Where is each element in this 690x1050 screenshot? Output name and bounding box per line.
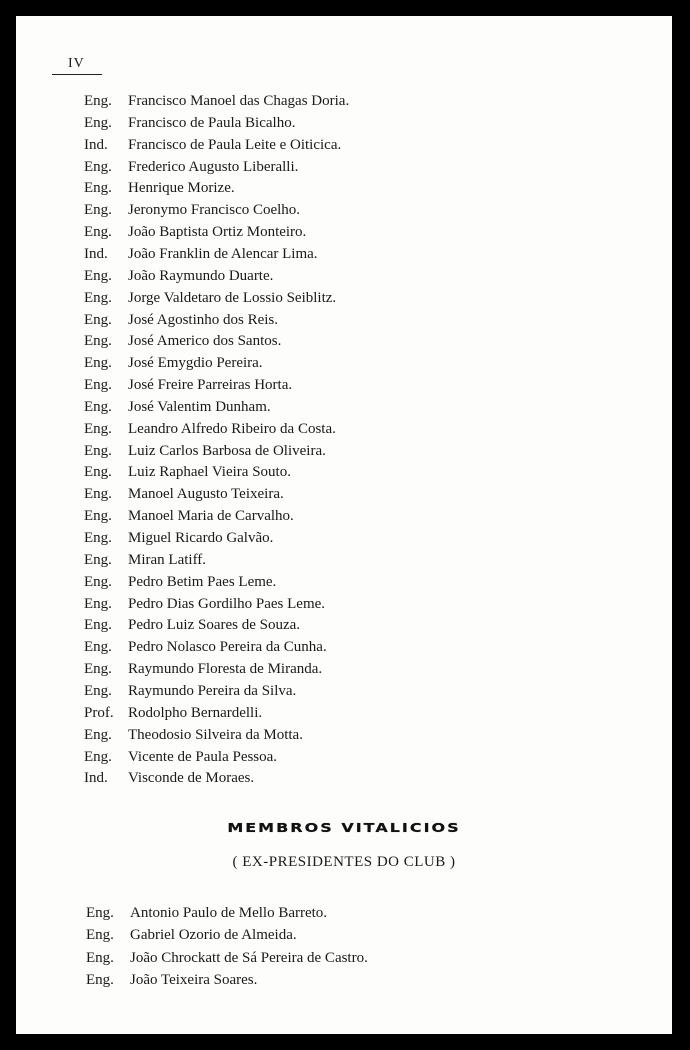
member-title: Ind. (84, 770, 108, 787)
list-item (86, 924, 297, 946)
list-item (84, 90, 349, 112)
member-name: Rodolpho Bernardelli. (128, 704, 263, 721)
list-item (84, 287, 336, 309)
member-name: Manoel Augusto Teixeira. (128, 486, 284, 503)
member-name: João Chrockatt de Sá Pereira de Castro. (130, 949, 368, 966)
list-item (84, 265, 273, 287)
member-name: Visconde de Moraes. (128, 770, 255, 787)
member-title: Eng. (84, 224, 112, 241)
member-name: Gabriel Ozorio de Almeida. (130, 927, 297, 944)
list-item (84, 724, 303, 746)
list-item (84, 483, 284, 505)
member-title: Eng. (84, 202, 112, 219)
member-title: Eng. (84, 551, 112, 568)
member-name: José Agostinho dos Reis. (128, 311, 279, 328)
member-name: José Valentim Dunham. (128, 398, 271, 415)
member-title: Eng. (84, 180, 112, 197)
member-title: Eng. (84, 114, 112, 131)
page-number: IV (68, 56, 85, 71)
list-item (84, 767, 254, 789)
list-item (84, 374, 292, 396)
list-item (84, 593, 325, 615)
member-title: Eng. (84, 420, 112, 437)
member-title: Eng. (84, 398, 112, 415)
member-title: Eng. (84, 311, 112, 328)
list-item (84, 156, 298, 178)
member-title: Eng. (86, 905, 114, 921)
member-name: Pedro Luiz Soares de Souza. (128, 617, 301, 634)
member-title: Eng. (84, 333, 112, 350)
list-item (86, 969, 257, 991)
member-title: Eng. (84, 93, 112, 109)
member-name: João Baptista Ortiz Monteiro. (128, 224, 307, 241)
member-title: Eng. (84, 726, 112, 743)
member-title: Eng. (86, 949, 114, 966)
member-title: Eng. (86, 927, 114, 944)
list-item (86, 902, 327, 924)
member-title: Eng. (84, 682, 112, 699)
list-item (84, 461, 291, 483)
list-item (84, 352, 263, 374)
member-name: Antonio Paulo de Mello Barreto. (130, 905, 328, 921)
member-name: Jeronymo Francisco Coelho. (128, 202, 301, 219)
member-title: Eng. (84, 267, 112, 284)
list-item (84, 549, 206, 571)
member-name: Raymundo Floresta de Miranda. (128, 661, 323, 678)
member-name: Vicente de Paula Pessoa. (128, 748, 278, 765)
list-item (86, 947, 368, 969)
list-item (84, 680, 296, 702)
list-item (84, 309, 278, 331)
list-item (84, 440, 326, 462)
member-title: Ind. (84, 245, 108, 262)
list-item (84, 702, 262, 724)
member-title: Eng. (84, 355, 112, 372)
member-title: Eng. (84, 639, 112, 656)
list-item (84, 614, 300, 636)
member-title: Eng. (84, 158, 112, 175)
member-title: Eng. (84, 464, 112, 481)
member-name: Raymundo Pereira da Silva. (128, 682, 297, 699)
member-name: Miguel Ricardo Galvão. (128, 530, 274, 546)
section-heading: MEMBROS VITALICIOS (227, 819, 461, 836)
member-name: Pedro Nolasco Pereira da Cunha. (128, 639, 327, 656)
member-name: Jorge Valdetaro de Lossio Seiblitz. (128, 289, 337, 306)
member-name: Henrique Morize. (128, 180, 235, 197)
list-item (84, 636, 327, 658)
list-item (84, 243, 318, 265)
member-name: Frederico Augusto Liberalli. (128, 158, 299, 175)
list-item (84, 746, 277, 768)
member-name: José Freire Parreiras Horta. (128, 377, 293, 394)
document-page (16, 16, 672, 1034)
member-name: João Raymundo Duarte. (128, 267, 274, 284)
member-name: Manoel Maria de Carvalho. (128, 508, 294, 525)
member-title: Ind. (84, 136, 108, 153)
member-name: Leandro Alfredo Ribeiro da Costa. (128, 420, 336, 437)
list-item (84, 505, 294, 527)
list-item (84, 134, 341, 156)
member-name: João Teixeira Soares. (130, 971, 258, 988)
member-name: Francisco de Paula Bicalho. (128, 114, 296, 131)
member-name: Miran Latiff. (128, 551, 207, 568)
member-title: Eng. (84, 442, 112, 459)
member-title: Eng. (84, 748, 112, 765)
member-title: Eng. (84, 486, 112, 503)
member-name: Luiz Raphael Vieira Souto. (128, 464, 291, 481)
list-item (84, 330, 281, 352)
member-name: Pedro Dias Gordilho Paes Leme. (128, 595, 326, 612)
member-name: José Americo dos Santos. (128, 333, 282, 350)
member-title: Eng. (84, 595, 112, 612)
list-item (84, 396, 271, 418)
list-item (84, 221, 306, 243)
list-item (84, 571, 276, 593)
list-item (84, 527, 273, 549)
member-title: Eng. (84, 573, 112, 590)
member-title: Eng. (84, 377, 112, 394)
member-title: Eng. (84, 617, 112, 634)
member-title: Eng. (84, 289, 112, 306)
list-item (84, 177, 235, 199)
list-item (84, 418, 336, 440)
page-number-rule (52, 74, 102, 75)
list-item (84, 658, 322, 680)
member-title: Eng. (84, 661, 112, 678)
member-name: Pedro Betim Paes Leme. (128, 573, 277, 590)
member-name: Francisco de Paula Leite e Oiticica. (128, 136, 342, 153)
member-title: Eng. (84, 530, 112, 546)
member-name: José Emygdio Pereira. (128, 355, 263, 372)
member-title: Eng. (86, 971, 114, 988)
member-title: Eng. (84, 508, 112, 525)
list-item (84, 112, 295, 134)
list-item (84, 199, 300, 221)
member-name: João Franklin de Alencar Lima. (128, 245, 318, 262)
member-name: Theodosio Silveira da Motta. (128, 726, 303, 743)
section-subheading: ( EX-PRESIDENTES DO CLUB ) (232, 854, 456, 870)
member-title: Prof. (84, 704, 114, 721)
member-name: Luiz Carlos Barbosa de Oliveira. (128, 442, 326, 459)
member-name: Francisco Manoel das Chagas Doria. (128, 93, 350, 109)
